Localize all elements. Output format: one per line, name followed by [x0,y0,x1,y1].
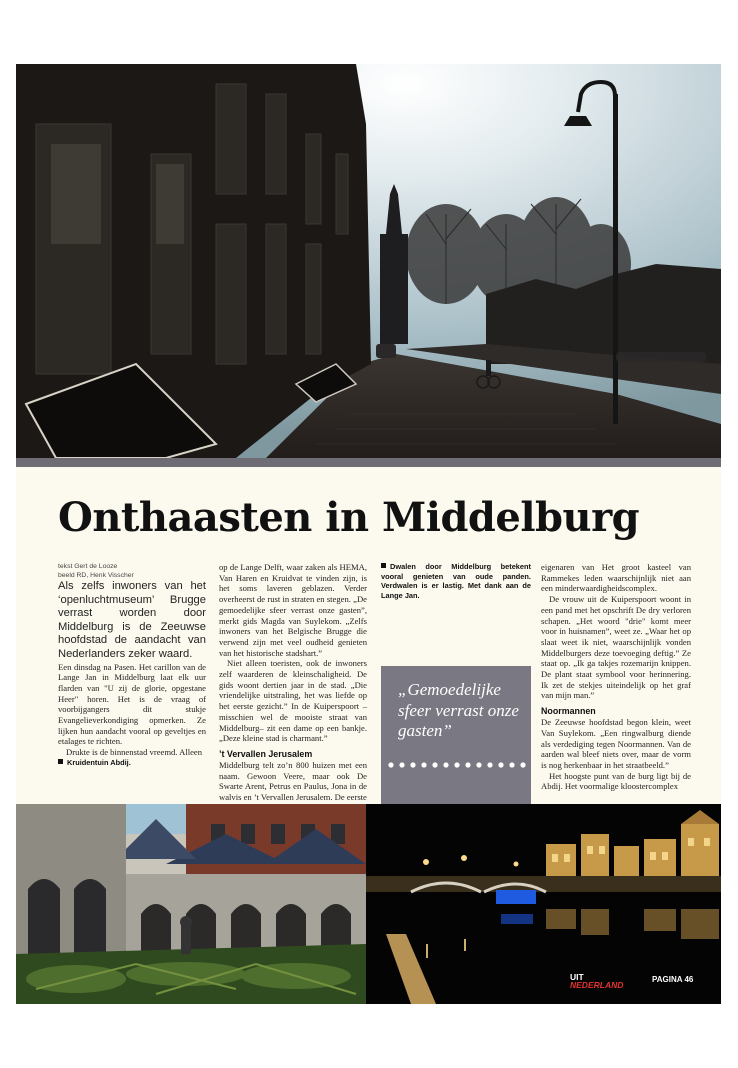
col4-paragraph-4: Het hoogste punt van de burg ligt bij de Abdij. Het voormalige kloostercomplex [541,770,691,792]
col1-paragraph-2: Drukte is de binnenstad vreemd. Alleen [66,747,203,758]
col2-paragraph-1: op de Lange Delft, waar zaken als HEMA, Van Haren en Kruidvat te vinden zijn, is het soms laveren geblazen. Verder overheerst de rust in straten en stegen. „De gemoedelijke sfeer verrast onze gasten”, merkt gids Magda van Suylekom. „Zelfs inwoners van het Belgische Brugge die verwend zijn met veel oudheid genieten van het historische stadshart.” [219,562,367,658]
page-number: PAGINA 46 [652,975,694,984]
article-headline: Onthaasten in Middelburg [58,494,640,541]
col4-paragraph-2: De vrouw uit de Kuiperspoort woont in een pand met het opschrift De dry verloren schapen. „Het woord "drie" komt meer voor in huisnamen”, weet ze. „Waar het op slaat weet ik niet, waarschijnlijk vonden Middelburgers deze toevoeging deftig.” Ze staat op. „Ik ga takjes rozemarijn knippen. De plant staat symbool voor herinnering. Ik zet de stekjes uiteindelijk op het graf van mijn man.” [541,594,691,701]
article-intro: Als zelfs inwoners van het ‘openluchtmuseum’ Brugge verrast worden door Middelburg is de Zeeuwse hoofdstad de aandacht van Nederlanders zeker waard. [58,580,206,660]
pull-quote-dots [387,761,527,769]
column-1 [58,562,206,767]
col1-paragraph-1: Een dinsdag na Pasen. Het carillon van de Lange Jan in Middelburg laat elk uur flarden van "U zij de glorie, opgestane Heer" horen. Het is de vraag of voorbijgangers dit stukje Evangelieverkondiging opmerken. Ze lijken hun aandacht vooral op geveltjes en etalages te richten. [58,661,206,747]
top-photo-street [16,64,721,458]
caption-square-icon [58,759,63,764]
brand-nederland: NEDERLAND [570,980,624,990]
credit-photo: beeld RD, Henk Visscher [58,572,134,579]
photo-caption-kruidentuin: Kruidentuin Abdij. [58,758,206,768]
subhead-noormannen: Noormannen [541,706,596,717]
column-3 [381,562,531,600]
divider-band [16,458,721,467]
col4-paragraph-3: De Zeeuwse hoofdstad begon klein, weet Van Suylekom. „Een ringwalburg diende als verdediging tegen Noormannen. Van de aarden wal bleef niets over, maar de vorm is nog herkenbaar in het straatbeeld.” [541,717,691,770]
bottom-photo-abbey-garden [16,804,366,1004]
section-brand-logo [570,973,623,989]
photo-caption-dwalen: Dwalen door Middelburg betekent vooral genieten van oude panden. Verdwalen is er lastig. Met dank aan de Lange Jan. [381,562,531,600]
column-2 [219,562,367,803]
caption-square-icon [381,563,386,568]
col2-paragraph-3: Middelburg telt zo’n 800 huizen met een naam. Gewoon Veere, maar ook De Swarte Arent, Petrus en Paulus, Jona in de walvis en ’t Vervallen Jerusalem. De eerste [219,759,367,803]
brand-uit: UIT [570,972,584,982]
subhead-vervallen-jerusalem: ’t Vervallen Jerusalem [219,748,313,759]
col2-paragraph-2: Niet alleen toeristen, ook de inwoners zelf waarderen de kleinschaligheid. De gids woont dertien jaar in de stad. „Die vriendelijke uitstraling, het was liefde op het eerste gezicht.” In de Kuiperspoort – misschien wel de mooiste straat van Middelburg– zit een dame op een bankje. „Deze kleine stad is charmant.” [219,658,367,744]
pull-quote-text: „Gemoedelijke sfeer verrast onze gasten” [398,680,519,740]
bottom-photo-canal-night [366,804,721,1004]
credit-text: tekst Gert de Looze [58,563,118,570]
column-4 [541,562,691,792]
col4-paragraph-1: eigenaren van Het groot kasteel van Rammekes leden waarschijnlijk niet aan een minderwaardigheidscomplex. [541,562,691,594]
